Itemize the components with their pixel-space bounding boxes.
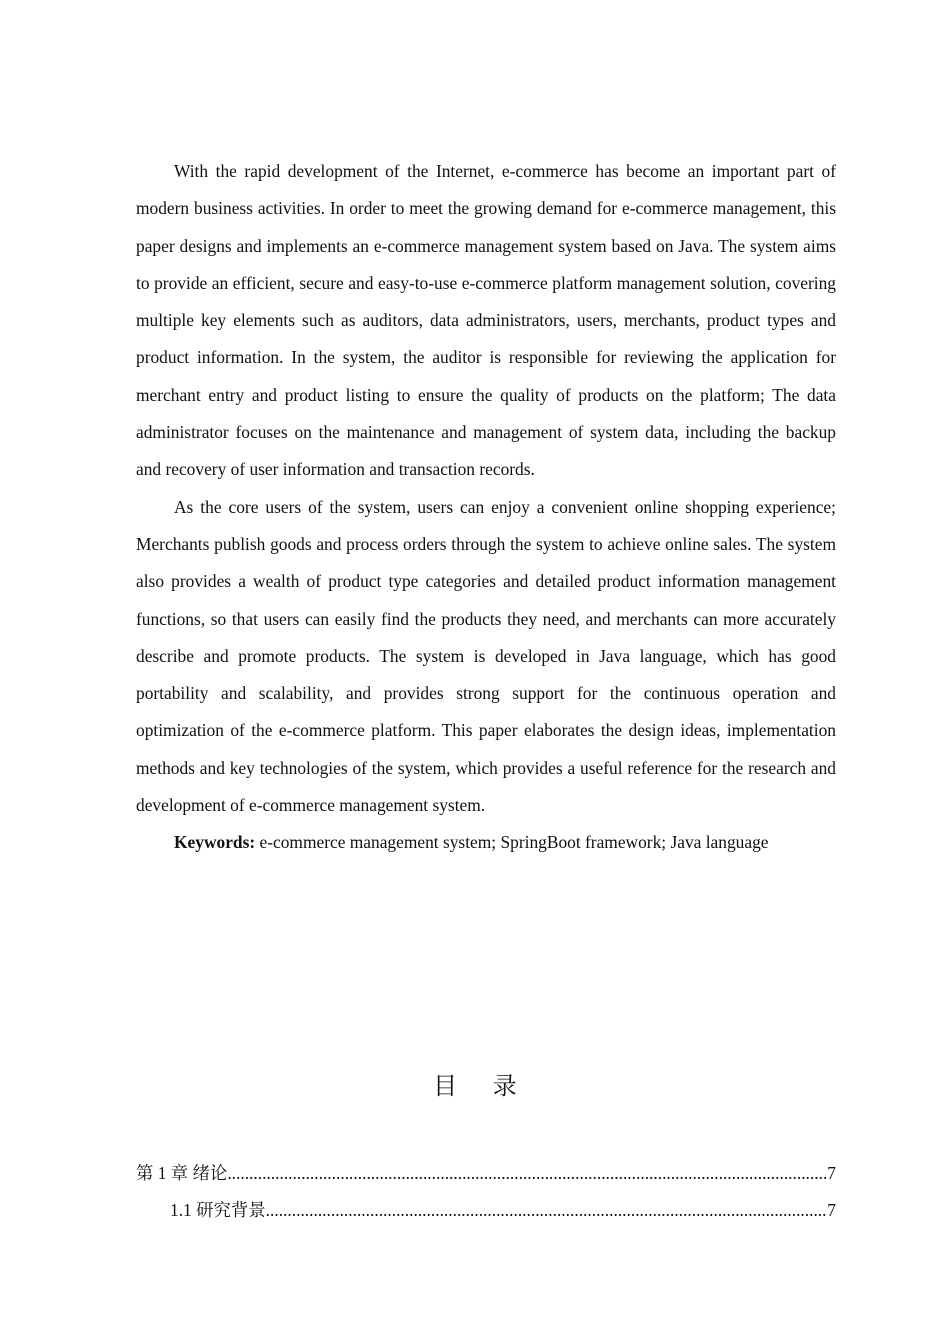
toc-entry-page: 7 bbox=[827, 1200, 836, 1220]
toc-entry-page: 7 bbox=[827, 1163, 836, 1183]
keywords-label: Keywords: bbox=[174, 832, 256, 853]
toc-entry-section-1-1[interactable] bbox=[136, 1195, 836, 1232]
toc-leader-dots bbox=[266, 1195, 828, 1225]
abstract-paragraph-2: As the core users of the system, users can enjoy a convenient online shopping experience; Merchants publish goods and process orders through the system to achieve online sales. The system also provides a wealth of product type categories and detailed product information management functions, so that users can easily find the products they need, and merchants can more accurately describe and promote products. The system is developed in Java language, which has good portability and scalability, and provides strong support for the continuous operation and optimization of the e-commerce platform. This paper elaborates the design ideas, implementation methods and key technologies of the system, which provides a useful reference for the research and development of e-commerce management system. bbox=[136, 496, 836, 816]
toc-entry-label: 第 1 章 绪论 bbox=[136, 1163, 228, 1183]
table-of-contents bbox=[136, 1158, 836, 1232]
toc-entry-label: 1.1 研究背景 bbox=[170, 1200, 266, 1220]
keywords-text: e-commerce management system; SpringBoot framework; Java language bbox=[255, 832, 769, 853]
toc-entry-chapter-1[interactable] bbox=[136, 1158, 836, 1195]
keywords-line bbox=[136, 824, 836, 861]
toc-leader-dots bbox=[227, 1158, 827, 1188]
toc-title: 目 录 bbox=[433, 1072, 531, 1100]
abstract-paragraph-1: With the rapid development of the Internet, e-commerce has become an important part of modern business activities. In order to meet the growing demand for e-commerce management, this paper designs and implements an e-commerce management system based on Java. The system aims to provide an efficient, secure and easy-to-use e-commerce platform management solution, covering multiple key elements such as auditors, data administrators, users, merchants, product types and product information. In the system, the auditor is responsible for reviewing the application for merchant entry and product listing to ensure the quality of products on the platform; The data administrator focuses on the maintenance and management of system data, including the backup and recovery of user information and transaction records. bbox=[136, 161, 836, 480]
english-abstract bbox=[136, 153, 836, 862]
